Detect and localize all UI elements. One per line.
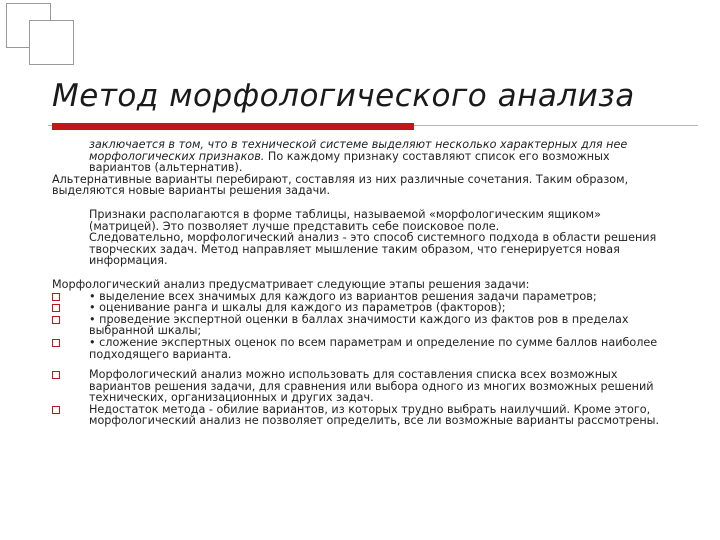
final-item: Морфологический анализ можно использовать для составления списка всех возможных вариантов решения задачи, для сравнения или выбора одного из многих возможных решений технических, организационных и других задач.: [52, 369, 667, 404]
stage-item: • выделение всех значимых для каждого из вариантов решения задачи параметров;: [52, 291, 667, 303]
title-underline-red: [52, 123, 414, 130]
conclusion-paragraph: Следовательно, морфологический анализ - это способ системного подхода в области решения творческих задач. Метод направляет мышление таким образом, что генерируется новая информация.: [89, 231, 657, 268]
bullet-square-icon: [52, 406, 60, 414]
final-item: Недостаток метода - обилие вариантов, из которых трудно выбрать наилучший. Кроме этого, морфологический анализ не позволяет определить, все ли возможные варианты рассмотрены.: [52, 404, 667, 427]
intro-rest: По каждому признаку составляют список его возможных вариантов (альтернатив).: [89, 149, 610, 175]
bullet-square-icon: [52, 316, 60, 324]
slide-body: [52, 139, 667, 427]
morphological-box-paragraph: Признаки располагаются в форме таблицы, называемой «морфологическим ящиком» (матрицей). Это позволяет лучше представить себе поисковое поле.: [89, 207, 601, 233]
stage-item: • оценивание ранга и шкалы для каждого из параметров (факторов);: [52, 302, 667, 314]
stage-item: • сложение экспертных оценок по всем параметрам и определение по сумме баллов наиболее подходящего варианта.: [52, 337, 667, 360]
intro-line-2: Альтернативные варианты перебирают, составляя из них различные сочетания. Таким образом, выделяются новые варианты решения задачи.: [52, 172, 629, 198]
stages-intro: Морфологический анализ предусматривает следующие этапы решения задачи:: [52, 277, 530, 291]
bullet-square-icon: [52, 304, 60, 312]
bullet-square-icon: [52, 293, 60, 301]
slide-title: Метод морфологического анализа: [52, 78, 635, 114]
stage-item: • проведение экспертной оценки в баллах значимости каждого из фактов ров в пределах выбранной шкалы;: [52, 314, 667, 337]
intro-lead: заключается в том, что в технической системе выделяют несколько характерных для нее морфологических признаков.: [89, 138, 628, 163]
intro-paragraph: [52, 139, 667, 174]
decorative-square: [29, 20, 74, 65]
bullet-square-icon: [52, 339, 60, 347]
bullet-square-icon: [52, 371, 60, 379]
